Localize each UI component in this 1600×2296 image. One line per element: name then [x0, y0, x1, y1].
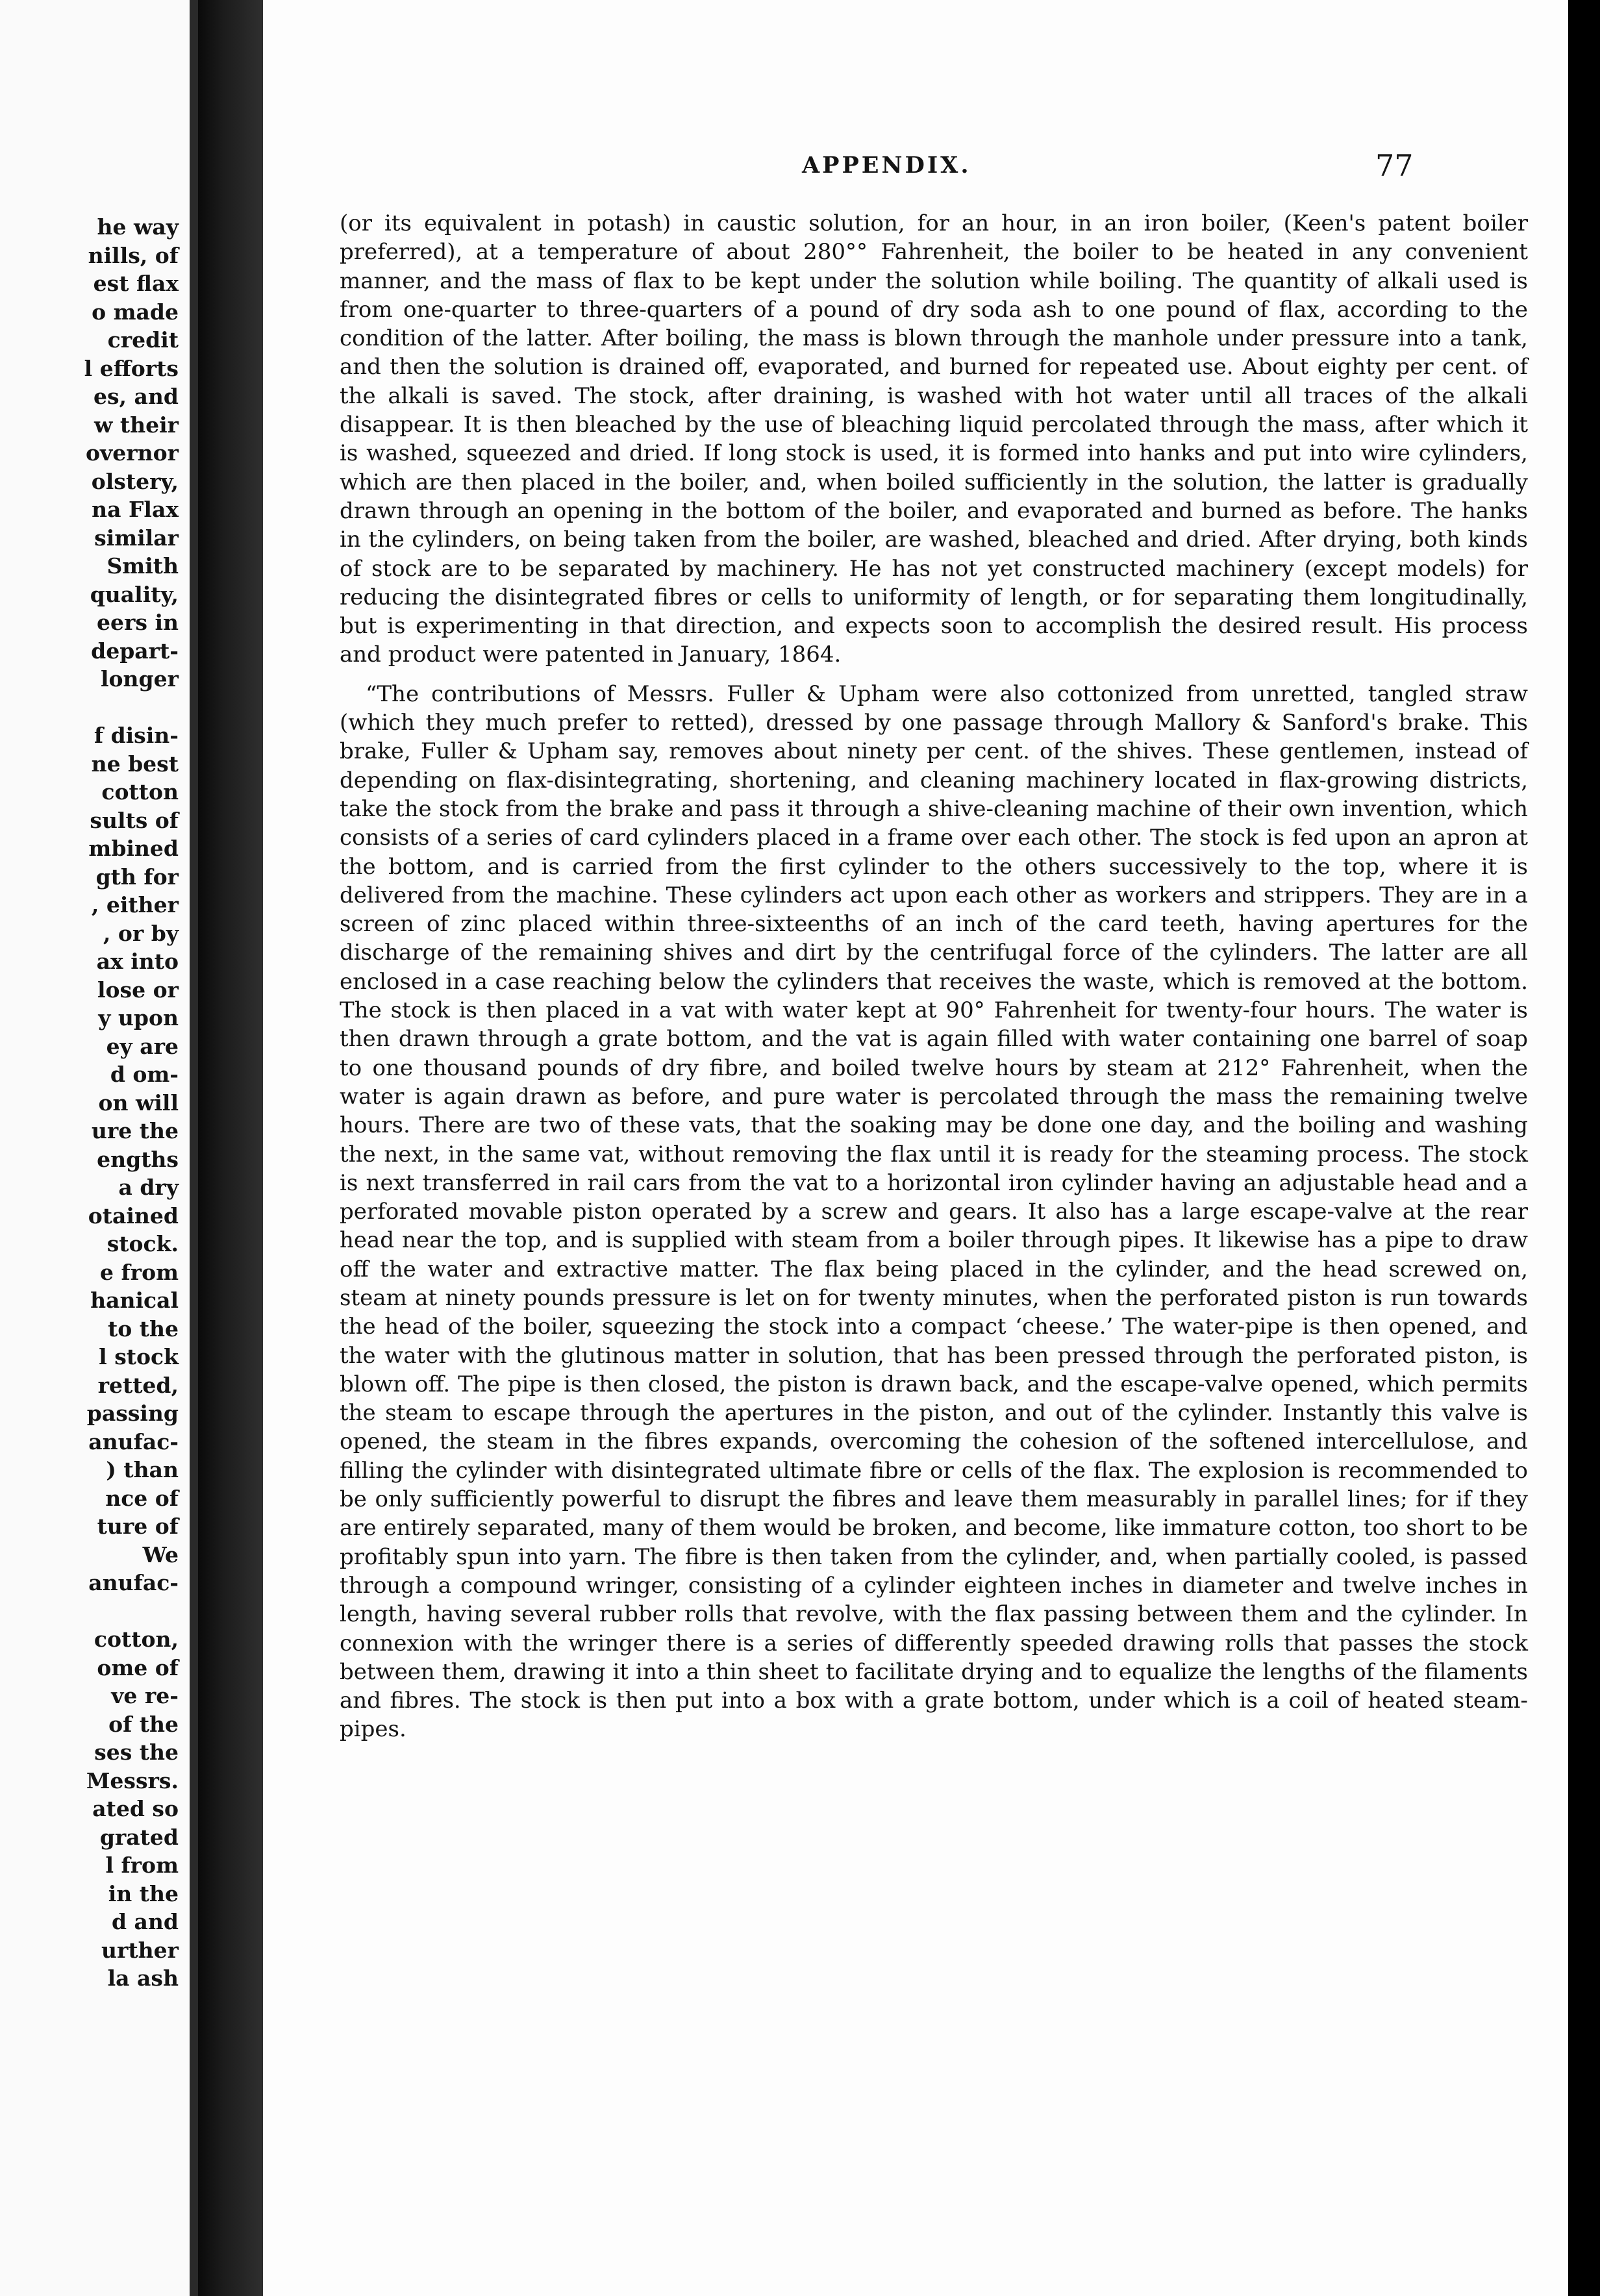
right-page	[263, 0, 1568, 2296]
left-page-line: quality,	[90, 581, 179, 607]
left-page-line: urther	[101, 1937, 179, 1963]
left-page-line: d om-	[110, 1062, 179, 1087]
left-page-line: on will	[98, 1090, 179, 1116]
left-page-line: anufac-	[88, 1570, 179, 1595]
left-page-line: stock.	[106, 1231, 179, 1256]
left-page-line: passing	[86, 1401, 179, 1426]
left-page-line: ure the	[91, 1118, 179, 1143]
left-page-line: eers in	[97, 610, 179, 635]
left-page-line: lose or	[97, 977, 179, 1003]
running-head: APPENDIX.	[802, 152, 971, 179]
left-page-line	[84, 693, 179, 722]
left-page-line: ated so	[92, 1796, 179, 1821]
paragraph-continuation: (or its equivalent in potash) in caustic solution, for an hour, in an iron boiler, (Keen's patent boiler preferred), at a temperature of about 280°° Fahrenheit, the boiler to be heated in any convenient manner, and the mass of flax to be kept under the solution while boiling. The quantity of alkali used is from one-quarter to three-quarters of a pound of dry soda ash to one pound of flax, according to the condition of the latter. After boiling, the mass is blown through the manhole under pressure into a tank, and then the solution is drained off, evaporated, and burned for repeated use. About eighty per cent. of the alkali is saved. The stock, after draining, is washed with hot water until all traces of the alkali disappear. It is then bleached by the use of bleaching liquid percolated through the mass, after which it is washed, squeezed and dried. If long stock is used, it is formed into hanks and put into wire cylinders, which are then placed in the boiler, and, when boiled sufficiently in the solution, the latter is gradually drawn through an opening in the bottom of the boiler, and evaporated and burned as before. The hanks in the cylinders, on being taken from the boiler, are washed, bleached and dried. After drying, both kinds of stock are to be separated by machinery. He has not yet constructed machinery (except models) for reducing the disintegrated fibres or cells to uniformity of length, or for separating them longitudinally, but is experimenting in that direction, and expects soon to accomplish the desired result. His process and product were patented in January, 1864.	[340, 210, 1528, 668]
left-page-line: depart-	[91, 638, 179, 664]
left-page-line: sults of	[90, 807, 179, 833]
left-page-line: longer	[101, 666, 179, 692]
left-page-line: nce of	[105, 1485, 179, 1511]
left-page-line: ve re-	[111, 1683, 179, 1708]
left-page-line: ) than	[106, 1457, 179, 1482]
left-page-line: na Flax	[92, 497, 179, 522]
left-page-line: f disin-	[94, 723, 179, 748]
left-page-line: d and	[111, 1909, 179, 1934]
left-page-line: Messrs.	[86, 1767, 179, 1793]
page-number: 77	[1375, 148, 1414, 183]
left-page-line: he way	[97, 214, 179, 240]
left-page-line: la ash	[107, 1965, 179, 1991]
left-page-line: retted,	[97, 1372, 179, 1398]
left-page-line: in the	[108, 1880, 179, 1906]
left-page-line: cotton	[101, 779, 179, 805]
left-page-line: otained	[88, 1203, 179, 1229]
paragraph-fuller-upham: “The contributions of Messrs. Fuller & Upham were also cottonized from unretted, tangled straw (which they much prefer to retted), dressed by one passage through Mallory & Sanford's brake. This brake, Fuller & Upham say, removes about ninety per cent. of the shives. These gentlemen, instead of depending on flax-disintegrating, shortening, and cleaning machinery located in flax-growing districts, take the stock from the brake and pass it through a shive-cleaning machine of their own invention, which consists of a series of card cylinders placed in a frame over each other. The stock is fed upon an apron at the bottom, and is carried from the first cylinder to the others successively to the top, where it is delivered from the machine. These cylinders act upon each other as workers and strippers. They are in a screen of zinc placed within three-sixteenths of an inch of the card teeth, having apertures for the discharge of the remaining shives and dirt by the centrifugal force of the cylinders. The latter are all enclosed in a case reaching below the cylinders that receives the waste, which is removed at the bottom. The stock is then placed in a vat with water kept at 90° Fahrenheit for twenty-four hours. The water is then drawn through a grate bottom, and the vat is again filled with water containing one barrel of soap to one thousand pounds of dry fibre, and boiled twelve hours by steam at 212° Fahrenheit, when the water is again drawn as before, and pure water is percolated through the mass the remaining twelve hours. There are two of these vats, that the soaking may be done one day, and the boiling and washing the next, in the same vat, without removing the flax until it is ready for the steaming process. The stock is next transferred in rail cars from the vat to a horizontal iron cylinder having an adjustable head and a perforated movable piston operated by a screw and gears. It also has a large escape-valve at the rear head near the top, and is supplied with steam from a boiler through pipes. It likewise has a pipe to draw off the water and extractive matter. The flax being placed in the cylinder, and the head screwed on, steam at ninety pounds pressure is let on for twenty minutes, when the perforated piston is run towards the head of the boiler, squeezing the stock into a compact ‘cheese.’ The water-pipe is then opened, and the water with the glutinous matter in solution, that has been pressed through the perforated piston, is blown off. The pipe is then closed, the piston is drawn back, and the escape-valve opened, which permits the steam to escape through the apertures in the piston, and out of the cylinder. Instantly this valve is opened, the steam in the fibres expands, overcoming the cohesion of the softened intercellulose, and filling the cylinder with disintegrated ultimate fibre or cells of the flax. The explosion is recommended to be only sufficiently powerful to disrupt the fibres and leave them measurably in parallel lines; for if they are entirely separated, many of them would be broken, and become, like immature cotton, too short to be profitably spun into yarn. The fibre is then taken from the cylinder, and, when partially cooled, is passed through a compound wringer, consisting of a cylinder eighteen inches in diameter and twelve inches in length, having several rubber rolls that revolve, with the flax passing between them and the cylinder. In connexion with the wringer there is a series of differently speeded drawing rolls that passes the stock between them, drawing it into a thin sheet to facilitate drying and to equalize the lengths of the filaments and fibres. The stock is then put into a box with a grate bottom, under which is a coil of heated steam-pipes.	[340, 680, 1528, 1743]
left-page-fragments	[84, 213, 179, 1993]
left-page-line: , either	[91, 892, 179, 917]
left-page-line: w their	[94, 412, 179, 438]
left-page-line: mbined	[88, 836, 179, 861]
left-page-line: est flax	[93, 271, 179, 296]
page-header	[263, 148, 1536, 187]
book-gutter	[198, 0, 263, 2296]
left-page-line: l from	[105, 1853, 179, 1878]
left-page-line	[84, 1597, 179, 1626]
left-page-line: ome of	[97, 1654, 179, 1680]
left-page-line: engths	[97, 1146, 179, 1172]
left-page-line: ne best	[91, 751, 179, 777]
left-page-line: ey are	[106, 1033, 179, 1059]
left-page-line: anufac-	[88, 1429, 179, 1454]
left-page-line: gth for	[95, 864, 179, 890]
left-page-line: ture of	[97, 1514, 179, 1539]
left-page-line: ses the	[94, 1740, 179, 1765]
left-page-line: We	[142, 1541, 179, 1567]
left-page-line: Smith	[106, 553, 179, 579]
left-page-line: l stock	[99, 1344, 179, 1369]
left-page-line: a dry	[118, 1175, 179, 1200]
left-page-line: similar	[94, 525, 179, 551]
left-page-line: , or by	[103, 920, 179, 946]
left-page-line: es, and	[93, 384, 179, 409]
left-page-line: overnor	[86, 440, 179, 466]
left-page-shadow	[190, 0, 198, 2296]
left-page-line: grated	[99, 1824, 179, 1850]
left-page-line: e from	[100, 1259, 179, 1285]
left-page-line: nills, of	[88, 242, 179, 268]
left-page-line: credit	[107, 327, 179, 353]
left-page-line: o made	[92, 299, 179, 325]
left-page-line: ax into	[96, 949, 179, 974]
left-page-line: to the	[108, 1316, 179, 1341]
left-page-line: of the	[108, 1711, 179, 1737]
left-page-line: y upon	[98, 1005, 179, 1030]
left-page-line: olstery,	[91, 468, 179, 494]
left-page-line: hanical	[90, 1288, 179, 1313]
left-page-line: l efforts	[84, 355, 179, 381]
left-page-line: cotton,	[94, 1627, 179, 1652]
body-text	[340, 209, 1528, 1744]
left-page	[0, 0, 198, 2296]
